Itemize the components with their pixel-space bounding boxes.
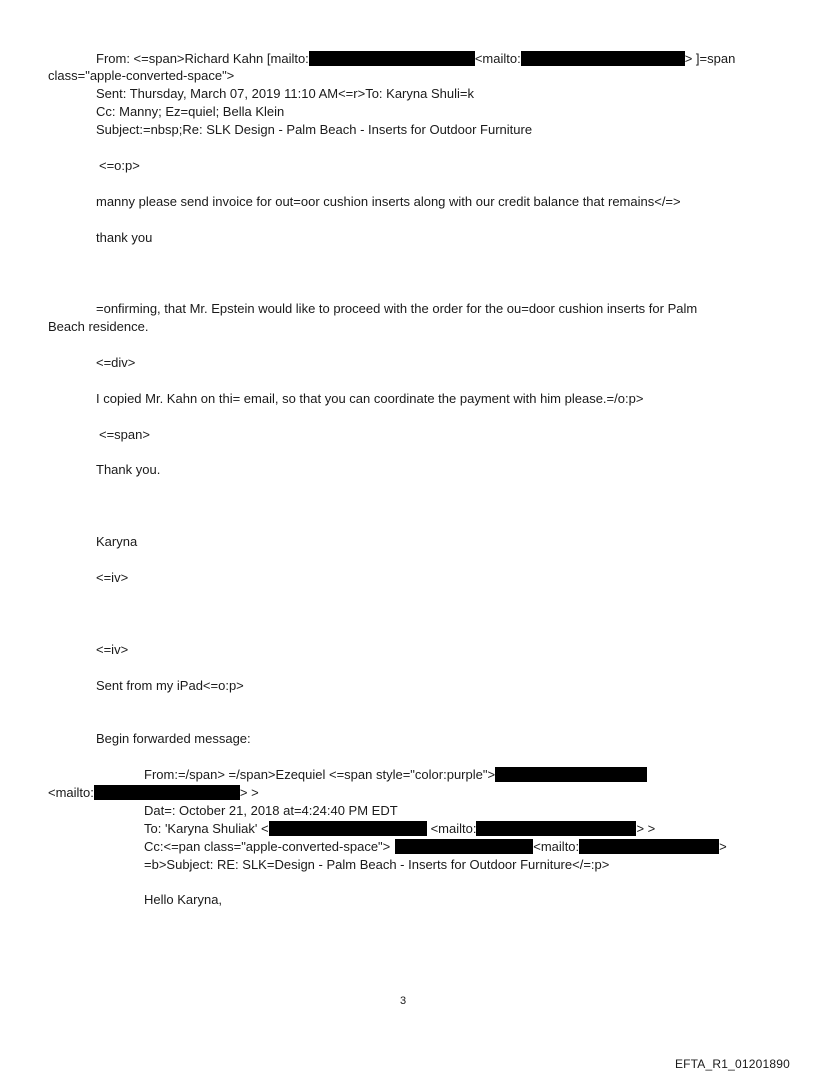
- span-tag: <=span>: [99, 427, 150, 442]
- redaction-block: [521, 51, 685, 66]
- op-tag: <=o:p>: [99, 158, 140, 173]
- confirm-line-2: Beach residence.: [48, 319, 149, 334]
- fwd-cc-line: [144, 838, 727, 855]
- redaction-block: [476, 821, 636, 836]
- from-prefix: From: <=span>Richard Kahn [mailto:: [96, 51, 309, 66]
- fwd-to-prefix: To: 'Karyna Shuliak' <: [144, 821, 269, 836]
- body-manny: manny please send invoice for out=oor cushion inserts along with our credit balance that remains</=>: [96, 194, 681, 209]
- fwd-cc-end: >: [719, 839, 727, 854]
- document-id: EFTA_R1_01201890: [674, 1057, 790, 1071]
- fwd-greeting: Hello Karyna,: [144, 892, 223, 907]
- thanks-line: thank you: [96, 230, 153, 245]
- sent-from-ipad: Sent from my iPad<=o:p>: [96, 678, 244, 693]
- from-continuation: class="apple-converted-space">: [48, 68, 235, 83]
- redaction-block: [309, 51, 475, 66]
- redaction-block: [495, 767, 647, 782]
- fwd-to-mailto: <mailto:: [430, 821, 477, 836]
- fwd-to-end: > >: [636, 821, 656, 836]
- confirm-line-1: =onfirming, that Mr. Epstein would like to proceed with the order for the ou=door cushion inserts for Palm: [96, 301, 698, 316]
- sent-line: Sent: Thursday, March 07, 2019 11:10 AM<=r>To: Karyna Shuli=k: [96, 86, 474, 101]
- redaction-block: [94, 785, 240, 800]
- fwd-mailto: <mailto:: [48, 785, 94, 800]
- from-line: [96, 50, 735, 67]
- signature: Karyna: [96, 534, 138, 549]
- subject-line: Subject:=nbsp;Re: SLK Design - Palm Beach - Inserts for Outdoor Furniture: [96, 122, 533, 137]
- thank-you-line: Thank you.: [96, 462, 161, 477]
- fwd-date-line: Dat=: October 21, 2018 at=4:24:40 PM EDT: [144, 803, 398, 818]
- from-mailto: <mailto:: [474, 51, 521, 66]
- begin-forwarded: Begin forwarded message:: [96, 731, 251, 746]
- fwd-mailto-line: [48, 784, 259, 801]
- page-number: 3: [400, 995, 407, 1007]
- redaction-block: [395, 839, 533, 854]
- redaction-block: [579, 839, 719, 854]
- fwd-cc-prefix: Cc:<=pan class="apple-converted-space">: [144, 839, 391, 854]
- fwd-from-prefix: From:=/span> =/span>Ezequiel <=span style="color:purple">: [144, 767, 496, 782]
- copied-line: I copied Mr. Kahn on thi= email, so that you can coordinate the payment with him please.=/o:p>: [96, 391, 644, 406]
- fwd-to-line: [144, 820, 655, 837]
- div-tag: <=div>: [96, 355, 136, 370]
- iv-tag: <=iv>: [96, 642, 129, 657]
- from-end: > ]=span: [684, 51, 736, 66]
- fwd-mailto-end: > >: [239, 785, 259, 800]
- iv-tag: <=iv>: [96, 570, 129, 585]
- fwd-from-line: [144, 766, 647, 783]
- redaction-block: [269, 821, 427, 836]
- fwd-subject-line: =b>Subject: RE: SLK=Design - Palm Beach - Inserts for Outdoor Furniture</=:p>: [144, 857, 610, 872]
- fwd-cc-mailto: <mailto:: [533, 839, 580, 854]
- cc-line: Cc: Manny; Ez=quiel; Bella Klein: [96, 104, 285, 119]
